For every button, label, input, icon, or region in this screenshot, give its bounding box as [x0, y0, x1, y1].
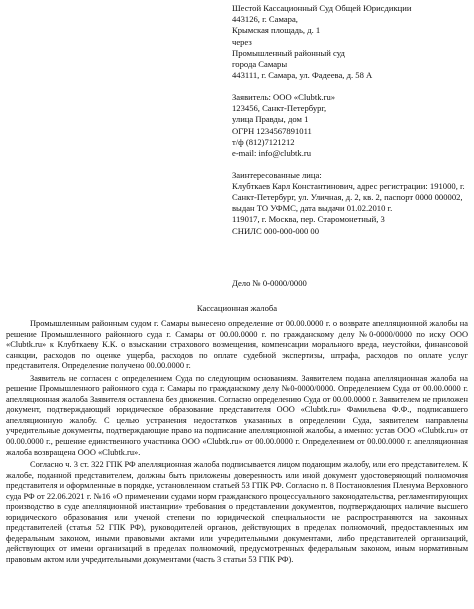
header-block: [232, 3, 468, 237]
applicant-label: Заявитель: ООО «Clubtk.ru»: [232, 91, 336, 102]
document-title: Кассационная жалоба: [196, 303, 278, 313]
applicant-ogrn: ОГРН 1234567891011: [232, 125, 312, 136]
recipient-court: Шестой Кассационный Суд Общей Юрисдикции: [232, 3, 412, 13]
recipient-postal: 443126, г. Самара,: [232, 14, 298, 25]
applicant-phone: т/ф (812)7121212: [232, 136, 295, 147]
applicant-email: e-mail: info@clubtk.ru: [232, 147, 312, 158]
interested-address: 119017, г. Москва, пер. Старомонетный, 3: [232, 214, 385, 225]
paragraph: Заявитель не согласен с определением Суда по следующим основаниям. Заявителем подана апелляционная жалоба на решение Промышленного районного суда г. Самары по гражданскому делу №0-0000/0000. Определением Суда от 00.00.0000 г. апелляционная жалоба Заявителя оставлена без движения. Согласно определению Суда от 00.00.0000 г. Заявителем не приложен документ, подтверждающий юридическое образование представителя ООО «Clubtk.ru» Фамильева Ф.Ф., подписавшего апелляционную жалобу. С целью устранения недостатков указанных в определении Суда, заявителем направлены учредительные документы, подтверждающие право на подписание апелляционной жалобы, а именно: устав ООО «Clubtk.ru» от 00.00.0000 г., решение единственного участника ООО «Clubtk.ru» от 00.00.0000 г. Определением от 00.00.0000 г. апелляционная жалоба возвращена ООО «Clubtk.ru».: [6, 373, 468, 457]
lower-court-name: Промышленный районный суд: [232, 47, 345, 58]
lower-court-city: города Самары: [232, 59, 288, 70]
case-number: Дело № 0-0000/0000: [232, 278, 307, 288]
applicant-street: улица Правды, дом 1: [232, 114, 309, 125]
recipient-street: Крымская площадь, д. 1: [232, 25, 321, 36]
paragraph: Промышленным районным судом г. Самары вынесено определение от 00.00.0000 г. о возврате апелляционной жалобы на решение Промышленного районного суда г. Самары от 00.00.0000 г. по гражданскому делу №0-0000/0000 по иску ООО «Clubtk.ru» к Клубткаеву К.К. о взыскании страхового возмещения, компенсации морального вреда, неустойки, финансовой санкции, расходов по оценке ущерба, расходов по оплате судебной экспертизы, штрафа, расходов по оплате услуг представителя. Определение получено 00.00.0000 г.: [6, 319, 468, 371]
paragraph: Согласно ч. 3 ст. 322 ГПК РФ апелляционная жалоба подписывается лицом подающим жалобу, или его представителем. К жалобе, поданной представителем, должны быть приложены доверенность или иной документ удостоверяющий полномочия представителя и оформленные в порядке, установленном статьей 53 ГПК РФ. Согласно п. 8 Постановления Пленума Верховного суда РФ от 22.06.2021 г. №16 «О применении судами норм гражданского процессуального законодательства, регламентирующих производство в суде апелляционной инстанции» требования о представлении документов, подтверждающих наличие высшего юридического образования или ученой степени по юридической специальности не распространяются на законных представителей (статья 52 ГПК РФ), руководителей органов, действующих в пределах полномочий, предоставленных им федеральным законом, иными правовыми актами или учредительными документами, либо представителей организаций, действующих от имени организаций в пределах полномочий, предусмотренных федеральным законом, иным нормативным правовым актом или учредительными документами (часть 3 статьи 53 ГПК РФ).: [6, 460, 468, 565]
interested-label: Заинтересованные лица:: [232, 169, 322, 180]
applicant-postal: 123456, Санкт-Петербург,: [232, 103, 327, 114]
interested-snils: СНИЛС 000-000-000 00: [232, 225, 319, 236]
interested-person: Клубткаев Карл Константинович, адрес регистрации: 191000, г. Санкт-Петербург, ул. Уличная, д. 2, кв. 2, паспорт 0000 000002, выдан ТО УФМС, дата выдачи 01.02.2010 г.: [232, 180, 465, 214]
lower-court-address: 443111, г. Самара, ул. Фадеева, д. 58 А: [232, 70, 373, 81]
recipient-via: через: [232, 36, 252, 47]
document-body: [6, 319, 468, 568]
